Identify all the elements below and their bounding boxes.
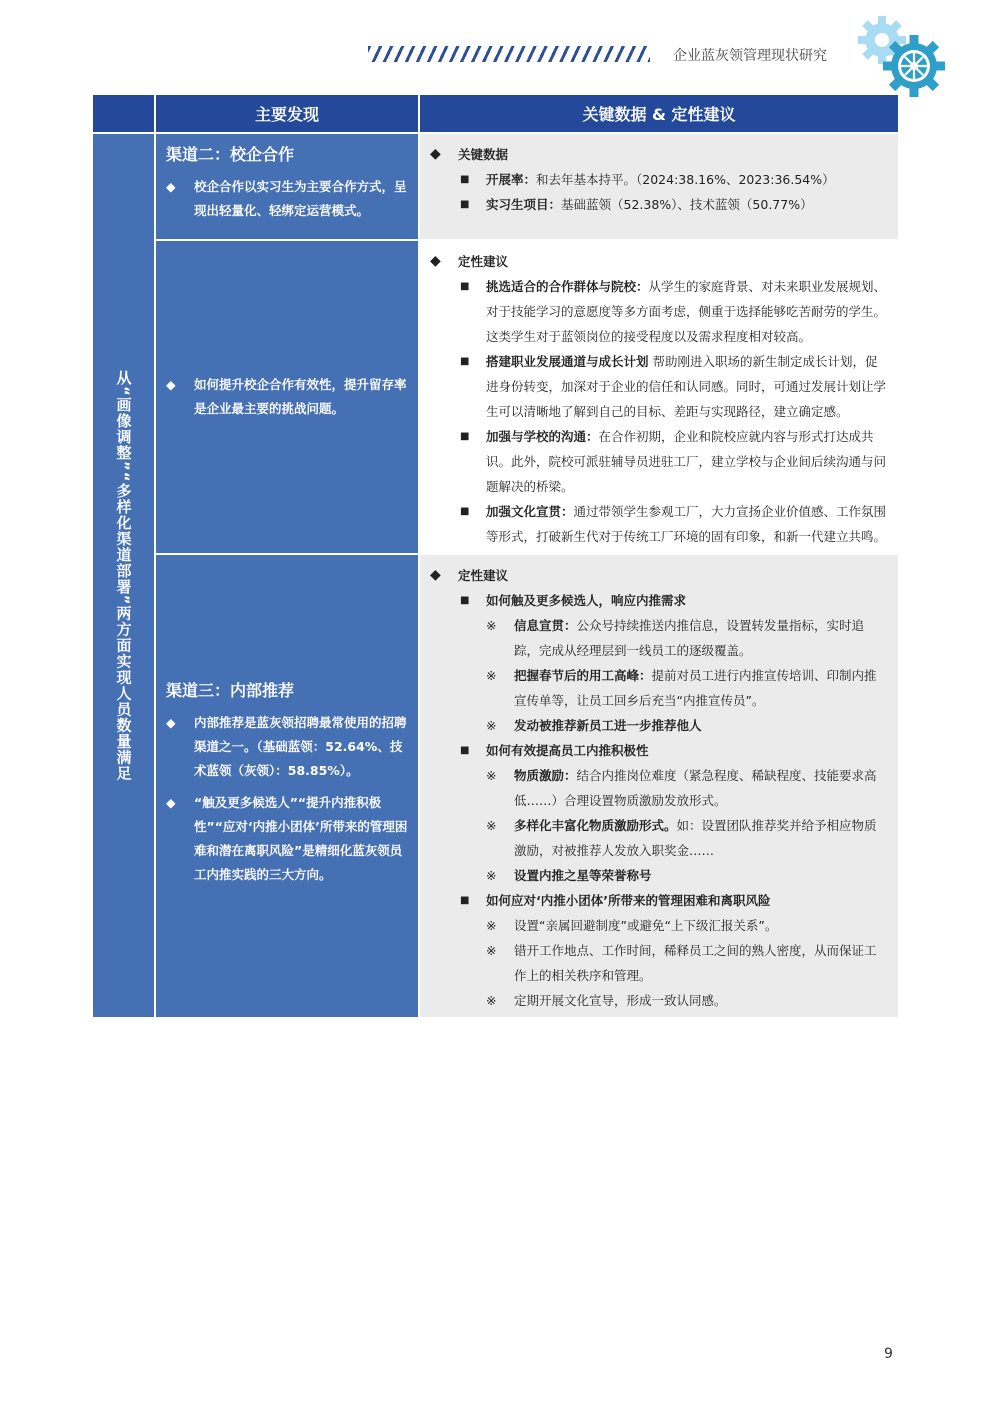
channel2-finding-cell	[155, 133, 419, 240]
reference-mark-icon: ※	[486, 993, 497, 1008]
reference-mark-icon: ※	[486, 918, 497, 933]
advice-heading: ◆ 定性建议	[430, 563, 888, 588]
diamond-bullet-icon: ◆	[166, 179, 176, 194]
channel2-finding-1: ◆ 校企合作以实习生为主要合作方式，呈现出轻量化、轻绑定运营模式。	[166, 175, 408, 223]
advice-sub-item: ※ 物质激励：结合内推岗位难度（紧急程度、稀缺程度、技能要求高低……）合理设置物质激励发放形式。	[430, 763, 888, 813]
advice-sub-item: ※ 错开工作地点、工作时间，稀释员工之间的熟人密度，从而保证工作上的相关秩序和管理。	[430, 938, 888, 988]
square-bullet-icon: ■	[460, 174, 470, 185]
diamond-bullet-icon: ◆	[166, 794, 176, 810]
stripe-decoration	[368, 46, 650, 62]
advice-sub-item: ※ 定期开展文化宣导，形成一致认同感。	[430, 988, 888, 1013]
advice-sub-item: ※ 多样化丰富化物质激励形式。如：设置团队推荐奖并给予相应物质激励，对被推荐人发放入职奖金……	[430, 813, 888, 863]
col2-header: 关键数据 & 定性建议	[419, 95, 898, 133]
advice-heading: ◆ 定性建议	[430, 249, 888, 274]
diamond-bullet-icon: ◆	[430, 253, 441, 269]
reference-mark-icon: ※	[486, 668, 497, 683]
advice-item: ■ 搭建职业发展通道与成长计划 帮助刚进入职场的新生制定成长计划，促进身份转变，加深对于企业的信任和认同感。同时，可通过发展计划让学生可以清晰地了解到自己的目标、差距与实现路径，建立确定感。	[430, 349, 888, 424]
header-title: 企业蓝灰领管理现状研究	[673, 48, 827, 64]
reference-mark-icon: ※	[486, 768, 497, 783]
advice-sub-item: ※ 设置“亲属回避制度”或避免“上下级汇报关系”。	[430, 913, 888, 938]
square-bullet-icon: ■	[460, 895, 470, 906]
square-bullet-icon: ■	[460, 745, 470, 756]
advice-section-title: ■ 如何应对‘内推小团体’所带来的管理困难和离职风险	[430, 888, 888, 913]
key-data-item: ■ 实习生项目：基础蓝领（52.38%）、技术蓝领（50.77%）	[430, 192, 888, 217]
page-number: 9	[884, 1346, 893, 1362]
key-data-heading: ◆ 关键数据	[430, 142, 888, 167]
advice-sub-item: ※ 把握春节后的用工高峰：提前对员工进行内推宣传培训、印制内推宣传单等，让员工回乡后充当“内推宣传员”。	[430, 663, 888, 713]
findings-table	[93, 95, 898, 1017]
diamond-bullet-icon: ◆	[166, 714, 176, 730]
channel2-title: 渠道二：校企合作	[166, 145, 295, 164]
square-bullet-icon: ■	[460, 431, 470, 442]
diamond-bullet-icon: ◆	[430, 146, 441, 162]
channel3-finding-cell	[155, 554, 419, 1017]
side-label: 从“画像调整”“多样化渠道部署”两方面实现人员数量满足	[114, 369, 133, 782]
square-bullet-icon: ■	[460, 281, 470, 292]
channel3-title: 渠道三：内部推荐	[166, 680, 295, 700]
square-bullet-icon: ■	[460, 356, 470, 367]
advice-section-title: ■ 如何触及更多候选人，响应内推需求	[430, 588, 888, 613]
header-corner	[93, 95, 155, 133]
channel2-finding-2: ◆ 如何提升校企合作有效性，提升留存率是企业最主要的挑战问题。	[166, 373, 408, 421]
advice-section-title: ■ 如何有效提高员工内推积极性	[430, 738, 888, 763]
reference-mark-icon: ※	[486, 618, 497, 633]
advice-item: ■ 加强文化宣贯：通过带领学生参观工厂，大力宣扬企业价值感、工作氛围等形式，打破新生代对于传统工厂环境的固有印象，和新一代建立共鸣。	[430, 499, 888, 549]
advice-sub-item: ※ 信息宣贯：公众号持续推送内推信息，设置转发量指标，实时追踪，完成从经理层到一线员工的逐级覆盖。	[430, 613, 888, 663]
reference-mark-icon: ※	[486, 943, 497, 958]
channel2-key-data-cell	[419, 133, 898, 240]
side-label-cell	[93, 133, 155, 1017]
advice-sub-item: ※ 设置内推之星等荣誉称号	[430, 863, 888, 888]
channel3-finding-2: ◆ “触及更多候选人”“提升内推积极性”“应对‘内推小团体’所带来的管理困难和潜在离职风险”是精细化蓝灰领员工内推实践的三大方向。	[166, 791, 408, 887]
key-data-item: ■ 开展率：和去年基本持平。（2024:38.16%、2023:36.54%）	[430, 167, 888, 192]
gear-icon	[852, 12, 952, 102]
channel2-challenge-cell	[155, 240, 419, 554]
page-header	[368, 40, 888, 70]
diamond-bullet-icon: ◆	[166, 377, 176, 392]
reference-mark-icon: ※	[486, 868, 497, 883]
reference-mark-icon: ※	[486, 818, 497, 833]
advice-item: ■ 加强与学校的沟通：在合作初期，企业和院校应就内容与形式打达成共识。此外，院校可派驻辅导员进驻工厂，建立学校与企业间后续沟通与问题解决的桥梁。	[430, 424, 888, 499]
advice-sub-item: ※ 发动被推荐新员工进一步推荐他人	[430, 713, 888, 738]
col1-header: 主要发现	[155, 95, 419, 133]
channel2-advice-cell	[419, 240, 898, 554]
channel3-finding-1: ◆ 内部推荐是蓝灰领招聘最常使用的招聘渠道之一。（基础蓝领：52.64%、技术蓝领（灰领）：58.85%）。	[166, 711, 408, 783]
square-bullet-icon: ■	[460, 199, 470, 210]
reference-mark-icon: ※	[486, 718, 497, 733]
channel3-advice-cell	[419, 554, 898, 1017]
advice-item: ■ 挑选适合的合作群体与院校：从学生的家庭背景、对未来职业发展规划、对于技能学习的意愿度等多方面考虑，侧重于选择能够吃苦耐劳的学生。这类学生对于蓝领岗位的接受程度以及需求程度相对较高。	[430, 274, 888, 349]
square-bullet-icon: ■	[460, 506, 470, 517]
diamond-bullet-icon: ◆	[430, 567, 441, 583]
square-bullet-icon: ■	[460, 595, 470, 606]
